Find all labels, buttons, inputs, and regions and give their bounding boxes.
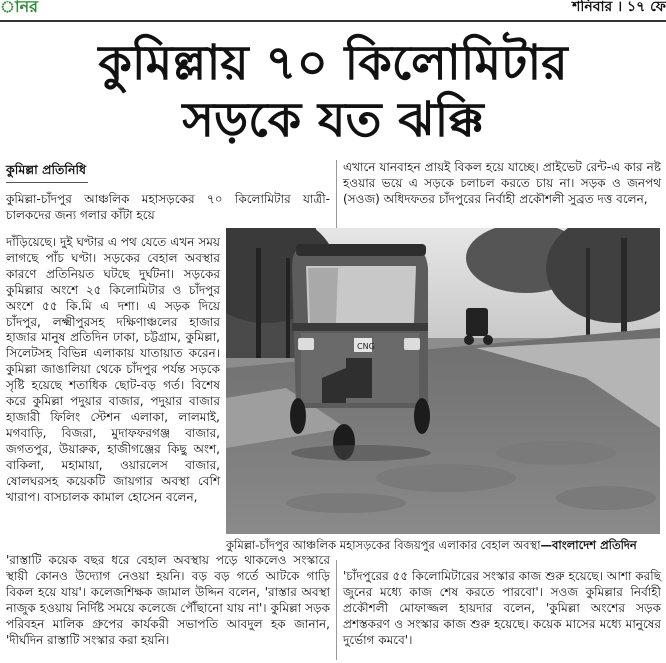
issue-date: শনিবার । ১৭ ফে: [572, 0, 666, 15]
article-intro: কুমিল্লা-চাঁদপুর আঞ্চলিক মহাসড়কের ৭০ কিলোমিটার যাত্রী-চালকদের জন্য গলার কাঁটা হয়ে: [6, 192, 330, 222]
headline-line-1: কুমিল্লায় ৭০ কিলোমিটার: [98, 35, 568, 91]
byline-underline: [6, 182, 88, 183]
article-body-bottom-left: 'রাস্তাটি কয়েক বছর ধরে বেহাল অবস্থায় পড়ে থাকলেও সংস্কারে স্থায়ী কোনও উদ্যোগ নেওয়া হয়নি। বড় বড় গর্তে আটকে গাড়ি বিকল হয়ে যায়'। কলেজশিক্ষক জামাল উদ্দিন বলেন, 'রাস্তার অবস্থা নাজুক হওয়ায় নির্দিষ্ট সময়ে কলেজে পৌঁছানো যায় না'। কুমিল্লা সড়ক পরিবহন মালিক গ্রুপের কার্যকরী সভাপতি আবদুল হক জানান, 'দীর্ঘদিন রাস্তাটি সংস্কার করা হয়নি।: [6, 553, 330, 647]
byline: কুমিল্লা প্রতিনিধি: [6, 162, 87, 177]
newspaper-logo-fragment: ানর: [0, 0, 38, 16]
column-divider-bottom: [336, 560, 337, 660]
photo-caption-text: কুমিল্লা-চাঁদপুর আঞ্চলিক মহাসড়কের বিজয়পুর এলাকার বেহাল অবস্থা: [226, 538, 541, 552]
article-body-right-top: এখানে যানবাহন প্রায়ই বিকল হয়ে যাচ্ছে। প্রাইভেট রেন্ট-এ কার নষ্ট হওয়ার ভয়ে এ সড়কে চলাচল করতে চায় না। সড়ক ও জনপথ (সওজ) অধিদফতর চাঁদপুরের নির্বাহী প্রকৌশলী সুব্রত দত্ত বলেন,: [343, 160, 661, 206]
photo-credit: —বাংলাদেশ প্রতিদিন: [540, 538, 637, 552]
photo-caption: [226, 538, 660, 552]
photo-plate-text: CNG: [357, 342, 375, 351]
headline-line-2: সড়কে যত ঝক্কি: [182, 92, 484, 148]
masthead-strip: [0, 0, 666, 22]
article-body-left: দাঁড়িয়েছে। দুই ঘণ্টার এ পথ যেতে এখন সময় লাগছে পাঁচ ঘণ্টা। সড়কের বেহাল অবস্থার কারণে প্রতিনিয়ত ঘটছে দুর্ঘটনা। সড়কের কুমিল্লার অংশে ২৫ কিলোমিটার ও চাঁদপুর অংশে ৫৫ কি.মি এ দশা। এ সড়ক দিয়ে চাঁদপুর, লক্ষ্মীপুরসহ দক্ষিণাঞ্চলের হাজার হাজার মানুষ প্রতিদিন ঢাকা, চট্টগ্রাম, কুমিল্লা, সিলেটসহ বিভিন্ন এলাকায় যাতায়াত করেন। কুমিল্লা জাঙালিয়া থেকে চাঁদপুর পর্যন্ত সড়কে সৃষ্টি হয়েছে শতাধিক ছোট-বড় গর্ত। বিশেষ করে কুমিল্লা পদুয়ার বাজার, পদুয়ার বাজার হাজারী ফিলিং স্টেশন এলাকা, লালমাই, মগবাড়ি, বিজরা, মুদাফফরগঞ্জ বাজার, জগতপুর, উয়ারুক, হাজীগঞ্জের কিছু অংশ, বাকিলা, মহামায়া, ওয়ারলেস বাজার, ষোলঘরসহ কয়েকটি জায়গার অবস্থা বেশি খারাপ। বাসচালক কামাল হোসেন বলেন,: [6, 235, 220, 504]
column-divider: [336, 160, 337, 228]
article-headline: [0, 35, 666, 149]
article-body-right-bottom: 'চাঁদপুরের ৫৫ কিলোমিটারের সংস্কার কাজ শুরু হয়েছে। আশা করছি জুনের মধ্যে কাজ শেষ করতে পারবো'। সওজ কুমিল্লার নির্বাহী প্রকৌশলী মোফাজ্জল হায়দার বলেন, 'কুমিল্লা অংশের সড়ক প্রশস্তকরণ ও সংস্কার কাজ শুরু হয়েছে। কয়েক মাসের মধ্যে মানুষের দুর্ভোগ কমবে'।: [343, 569, 661, 647]
masthead-rule: [0, 20, 666, 22]
article-photo: [226, 228, 660, 534]
